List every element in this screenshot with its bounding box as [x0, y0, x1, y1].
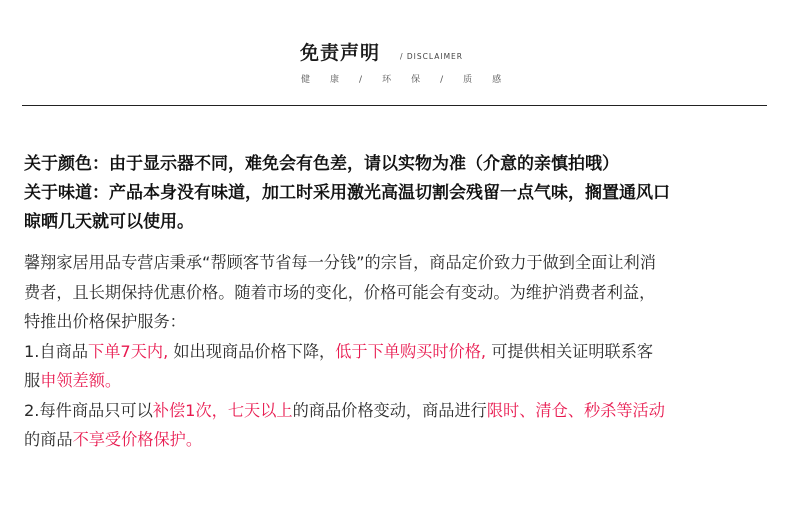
tag: 环: [382, 75, 392, 85]
item-text: 的商品: [24, 430, 73, 449]
divider: [22, 105, 767, 106]
item-text: 2.每件商品只可以: [24, 400, 153, 420]
highlight-text: 不享受价格保护。: [72, 430, 203, 449]
item-text: 如出现商品价格下降，: [168, 341, 336, 361]
smell-notice-line-2: 晾晒几天就可以使用。: [24, 212, 194, 232]
notice-section: [24, 150, 769, 237]
item-1-line-1: [24, 337, 772, 367]
item-text: 1.自商品: [24, 341, 89, 361]
intro-line-1: 馨翔家居用品专营店秉承“帮顾客节省每一分钱”的宗旨，商品定价致力于做到全面让利消: [24, 253, 656, 272]
item-text: 服: [24, 371, 41, 390]
smell-notice-line-1: 关于味道：产品本身没有味道，加工时采用激光高温切割会残留一点气味，搁置通风口: [24, 183, 670, 203]
tag: 康: [330, 75, 340, 85]
highlight-text: 补偿1次，七天以上: [152, 400, 293, 420]
tag: /: [440, 75, 444, 85]
item-text: 可提供相关证明联系客: [486, 341, 654, 361]
highlight-text: 限时、清仓、秒杀等活动: [486, 400, 665, 420]
tag: /: [359, 75, 363, 85]
tag: 健: [301, 75, 311, 85]
item-text: 的商品价格变动，商品进行: [292, 400, 487, 420]
subtitle-tags: [301, 72, 521, 85]
color-notice: 关于颜色：由于显示器不同，难免会有色差，请以实物为准（介意的亲慎拍哦）: [24, 154, 619, 174]
highlight-text: 低于下单购买时价格,: [335, 341, 487, 361]
tag: 感: [492, 75, 502, 85]
page-title-en: / DISCLAIMER: [400, 52, 464, 61]
item-2-line-1: [24, 396, 772, 426]
highlight-text: 申领差额。: [40, 371, 122, 390]
item-1-line-2: [24, 366, 772, 396]
intro-line-2: 费者，且长期保持优惠价格。随着市场的变化，价格可能会有变动。为维护消费者利益，: [24, 282, 656, 302]
item-2-line-2: [24, 425, 772, 455]
header: [0, 0, 790, 110]
intro-line-3: 特推出价格保护服务：: [24, 312, 186, 331]
tag: 质: [463, 75, 473, 85]
highlight-text: 下单7天内,: [88, 341, 169, 361]
tag: 保: [411, 75, 421, 85]
price-protection-section: [24, 248, 772, 455]
page-title: 免责声明: [300, 42, 381, 64]
